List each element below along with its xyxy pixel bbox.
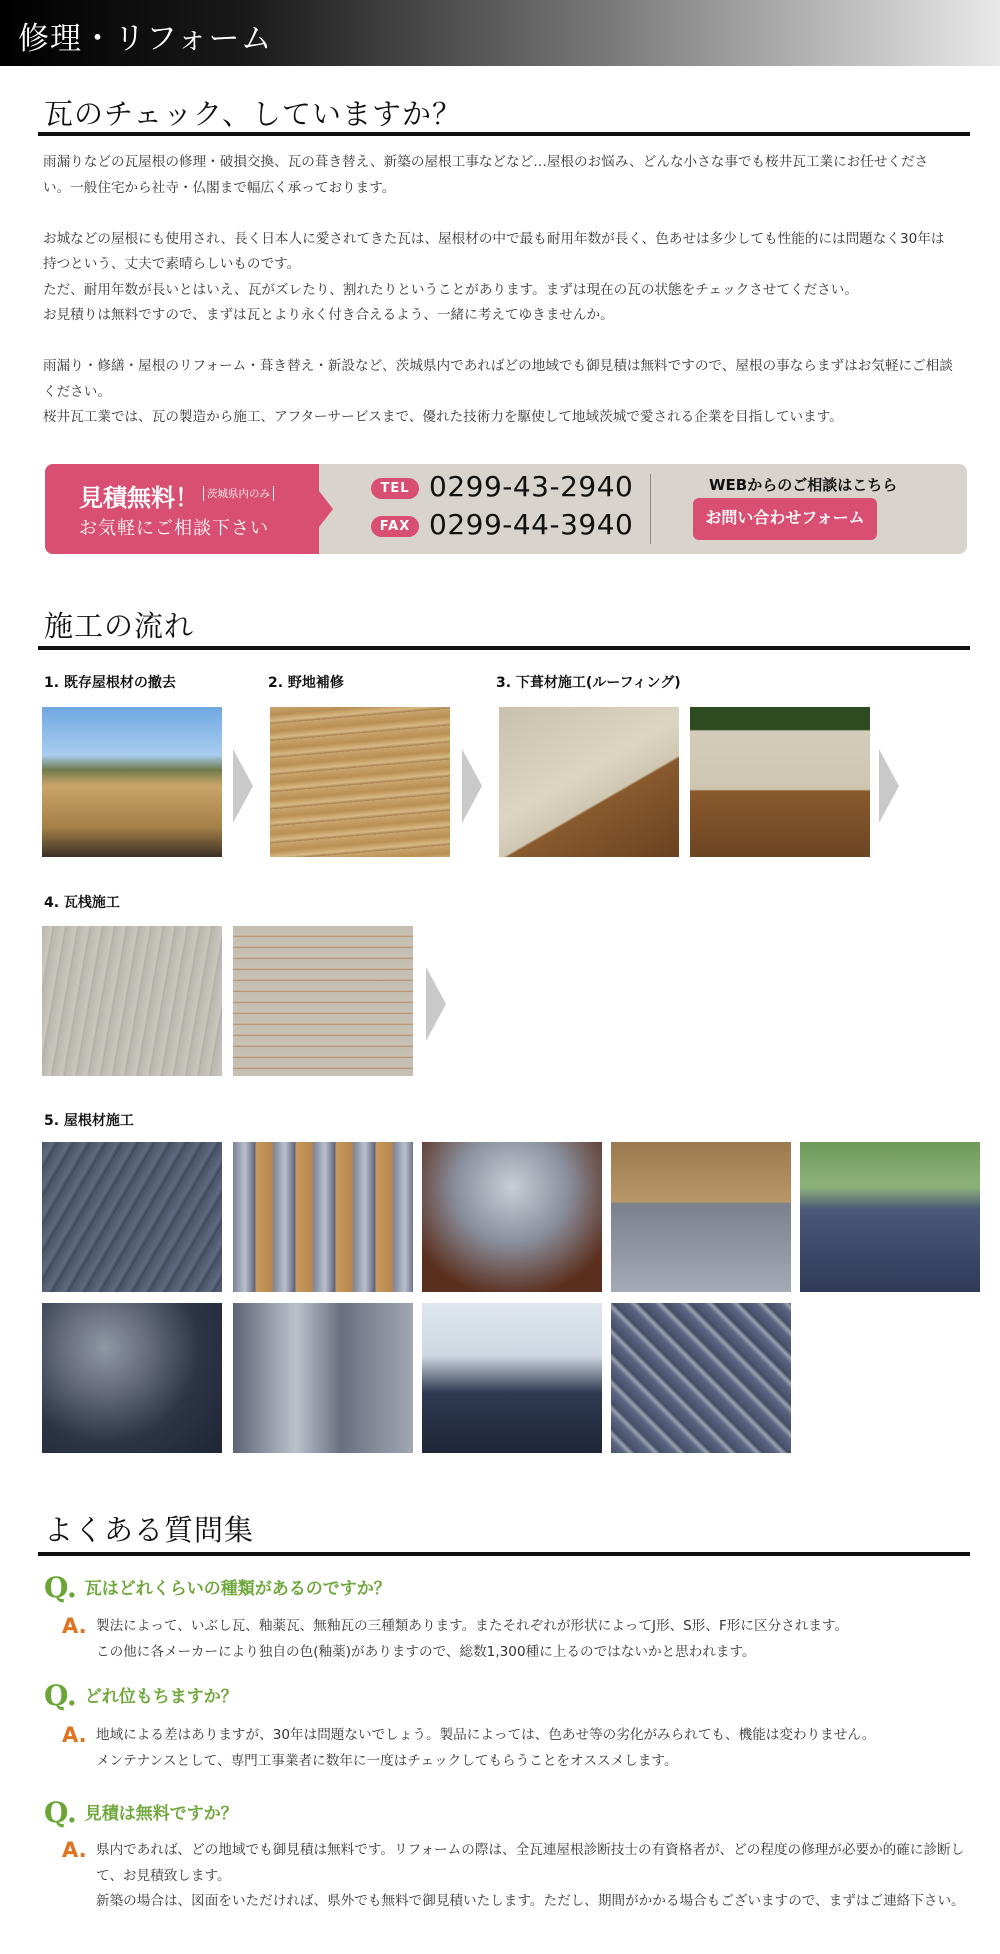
step-5-label: 5. 屋根材施工 xyxy=(44,1113,134,1129)
faq-answer-2-line-2: メンテナンスとして、専門工事業者に数年に一度はチェックしてもらうことをオススメします。 xyxy=(96,1752,678,1769)
photo-step3-roofing-b xyxy=(690,707,870,857)
flow-arrow-2 xyxy=(462,749,482,823)
intro-paragraph-2 xyxy=(43,227,953,329)
photo-step5-tile-9 xyxy=(611,1303,791,1453)
photo-step4-batten-a xyxy=(42,926,222,1076)
photo-step4-batten-b xyxy=(233,926,413,1076)
faq-answer-3-line-1: 県内であれば、どの地域でも御見積は無料です。リフォームの際は、全瓦連屋根診断技士の有資格者が、どの程度の修理が必要か的確に診断して、お見積致します。 xyxy=(96,1842,965,1884)
question-mark: Q. xyxy=(44,1571,77,1604)
web-consult-text: WEBからのご相談はこちら xyxy=(709,476,898,494)
region-tag: 茨城県内のみ xyxy=(203,486,274,501)
photo-step3-roofing-a xyxy=(499,707,679,857)
faq-answer-2 xyxy=(62,1723,972,1774)
faq-question-3-text: 見積は無料ですか？ xyxy=(84,1804,238,1824)
faq-heading: よくある質問集 xyxy=(38,1508,970,1556)
photo-step5-tile-2 xyxy=(233,1142,413,1292)
banner-divider xyxy=(650,474,651,544)
intro-paragraph-3 xyxy=(43,354,953,431)
flow-arrow-3 xyxy=(879,749,899,823)
answer-mark: A. xyxy=(62,1723,87,1747)
page-header-bar xyxy=(0,0,1000,66)
faq-answer-1-line-2: この他に各メーカーにより独自の色(釉薬)がありますので、総数1,300種に上るのではないかと思われます。 xyxy=(96,1643,756,1660)
intro-paragraph-3-text: 雨漏り・修繕・屋根のリフォーム・葺き替え・新設など、茨城県内であればどの地域でも御見積は無料ですので、屋根の事ならまずはお気軽にご相談ください。 桜井瓦工業では、瓦の製造から施工、アフターサービスまで、優れた技術力を駆使して地域茨城で愛される企業を目指しています。 xyxy=(43,358,953,425)
photo-step5-tile-7 xyxy=(233,1303,413,1453)
intro-paragraph-2-text: お城などの屋根にも使用され、長く日本人に愛されてきた瓦は、屋根材の中で最も耐用年数が長く、色あせは多少しても性能的には問題なく30年は持つという、丈夫で素晴らしいものです。 ただ、耐用年数が長いとはいえ、瓦がズレたり、割れたりということがあります。まずは現在の瓦の状態をチェックさせてください。 お見積りは無料ですので、まずは瓦とより永く付き合えるよう、一緒に考えてゆきませんか。 xyxy=(43,230,945,323)
question-mark: Q. xyxy=(44,1679,77,1712)
faq-question-1 xyxy=(44,1571,391,1604)
free-estimate-label: 見積無料！ xyxy=(79,484,199,512)
faq-question-2-text: どれ位もちますか？ xyxy=(84,1687,238,1707)
photo-step5-tile-8 xyxy=(422,1303,602,1453)
intro-paragraph-1-text: 雨漏りなどの瓦屋根の修理・破損交換、瓦の葺き替え、新築の屋根工事などなど…屋根のお悩み、どんな小さな事でも桜井瓦工業にお任せください。一般住宅から社寺・仏閣まで幅広く承っております。 xyxy=(43,154,929,196)
intro-paragraph-1 xyxy=(43,150,953,201)
step-4-label: 4. 瓦桟施工 xyxy=(44,895,120,911)
photo-step5-tile-1 xyxy=(42,1142,222,1292)
consult-text: お気軽にご相談下さい xyxy=(79,518,269,539)
check-heading: 瓦のチェック、していますか？ xyxy=(38,92,970,136)
step-3-label: 3. 下葺材施工(ルーフィング) xyxy=(496,675,681,691)
faq-answer-1 xyxy=(62,1614,972,1665)
photo-step5-tile-3 xyxy=(422,1142,602,1292)
contact-form-button[interactable]: お問い合わせフォーム xyxy=(693,498,877,540)
panel-arrow xyxy=(319,491,333,527)
intro-text xyxy=(43,150,953,431)
faq-answer-3 xyxy=(62,1838,972,1915)
faq-answer-1-line-1: 製法によって、いぶし瓦、釉薬瓦、無釉瓦の三種類あります。またそれぞれが形状によってJ形、S形、F形に区分されます。 xyxy=(96,1618,849,1634)
page-title: 修理・リフォーム xyxy=(18,21,273,57)
step-2-label: 2. 野地補修 xyxy=(268,675,344,691)
tel-number[interactable]: 0299-43-2940 xyxy=(429,470,634,503)
photo-step2-sheathing xyxy=(270,707,450,857)
faq-question-1-text: 瓦はどれくらいの種類があるのですか？ xyxy=(84,1579,391,1599)
step-1-label: 1. 既存屋根材の撤去 xyxy=(44,675,176,691)
photo-step5-tile-6 xyxy=(42,1303,222,1453)
photo-step5-tile-5 xyxy=(800,1142,980,1292)
fax-badge: FAX xyxy=(371,516,419,537)
free-estimate-panel xyxy=(45,464,319,554)
answer-mark: A. xyxy=(62,1838,87,1862)
faq-answer-3-line-2: 新築の場合は、図面をいただければ、県外でも無料で御見積いたします。ただし、期間がかかる場合もございますので、まずはご連絡下さい。 xyxy=(96,1893,965,1909)
tel-badge: TEL xyxy=(371,478,419,499)
faq-answer-2-line-1: 地域による差はありますが、30年は問題ないでしょう。製品によっては、色あせ等の劣化がみられても、機能は変わりません。 xyxy=(96,1727,876,1743)
photo-step1-removal xyxy=(42,707,222,857)
photo-step5-tile-4 xyxy=(611,1142,791,1292)
flow-heading: 施工の流れ xyxy=(38,604,970,650)
faq-question-3 xyxy=(44,1796,238,1829)
answer-mark: A. xyxy=(62,1614,87,1638)
contact-banner xyxy=(45,464,967,554)
flow-arrow-1 xyxy=(233,749,253,823)
flow-arrow-4 xyxy=(426,967,446,1041)
question-mark: Q. xyxy=(44,1796,77,1829)
faq-question-2 xyxy=(44,1679,238,1712)
fax-number: 0299-44-3940 xyxy=(429,508,634,541)
